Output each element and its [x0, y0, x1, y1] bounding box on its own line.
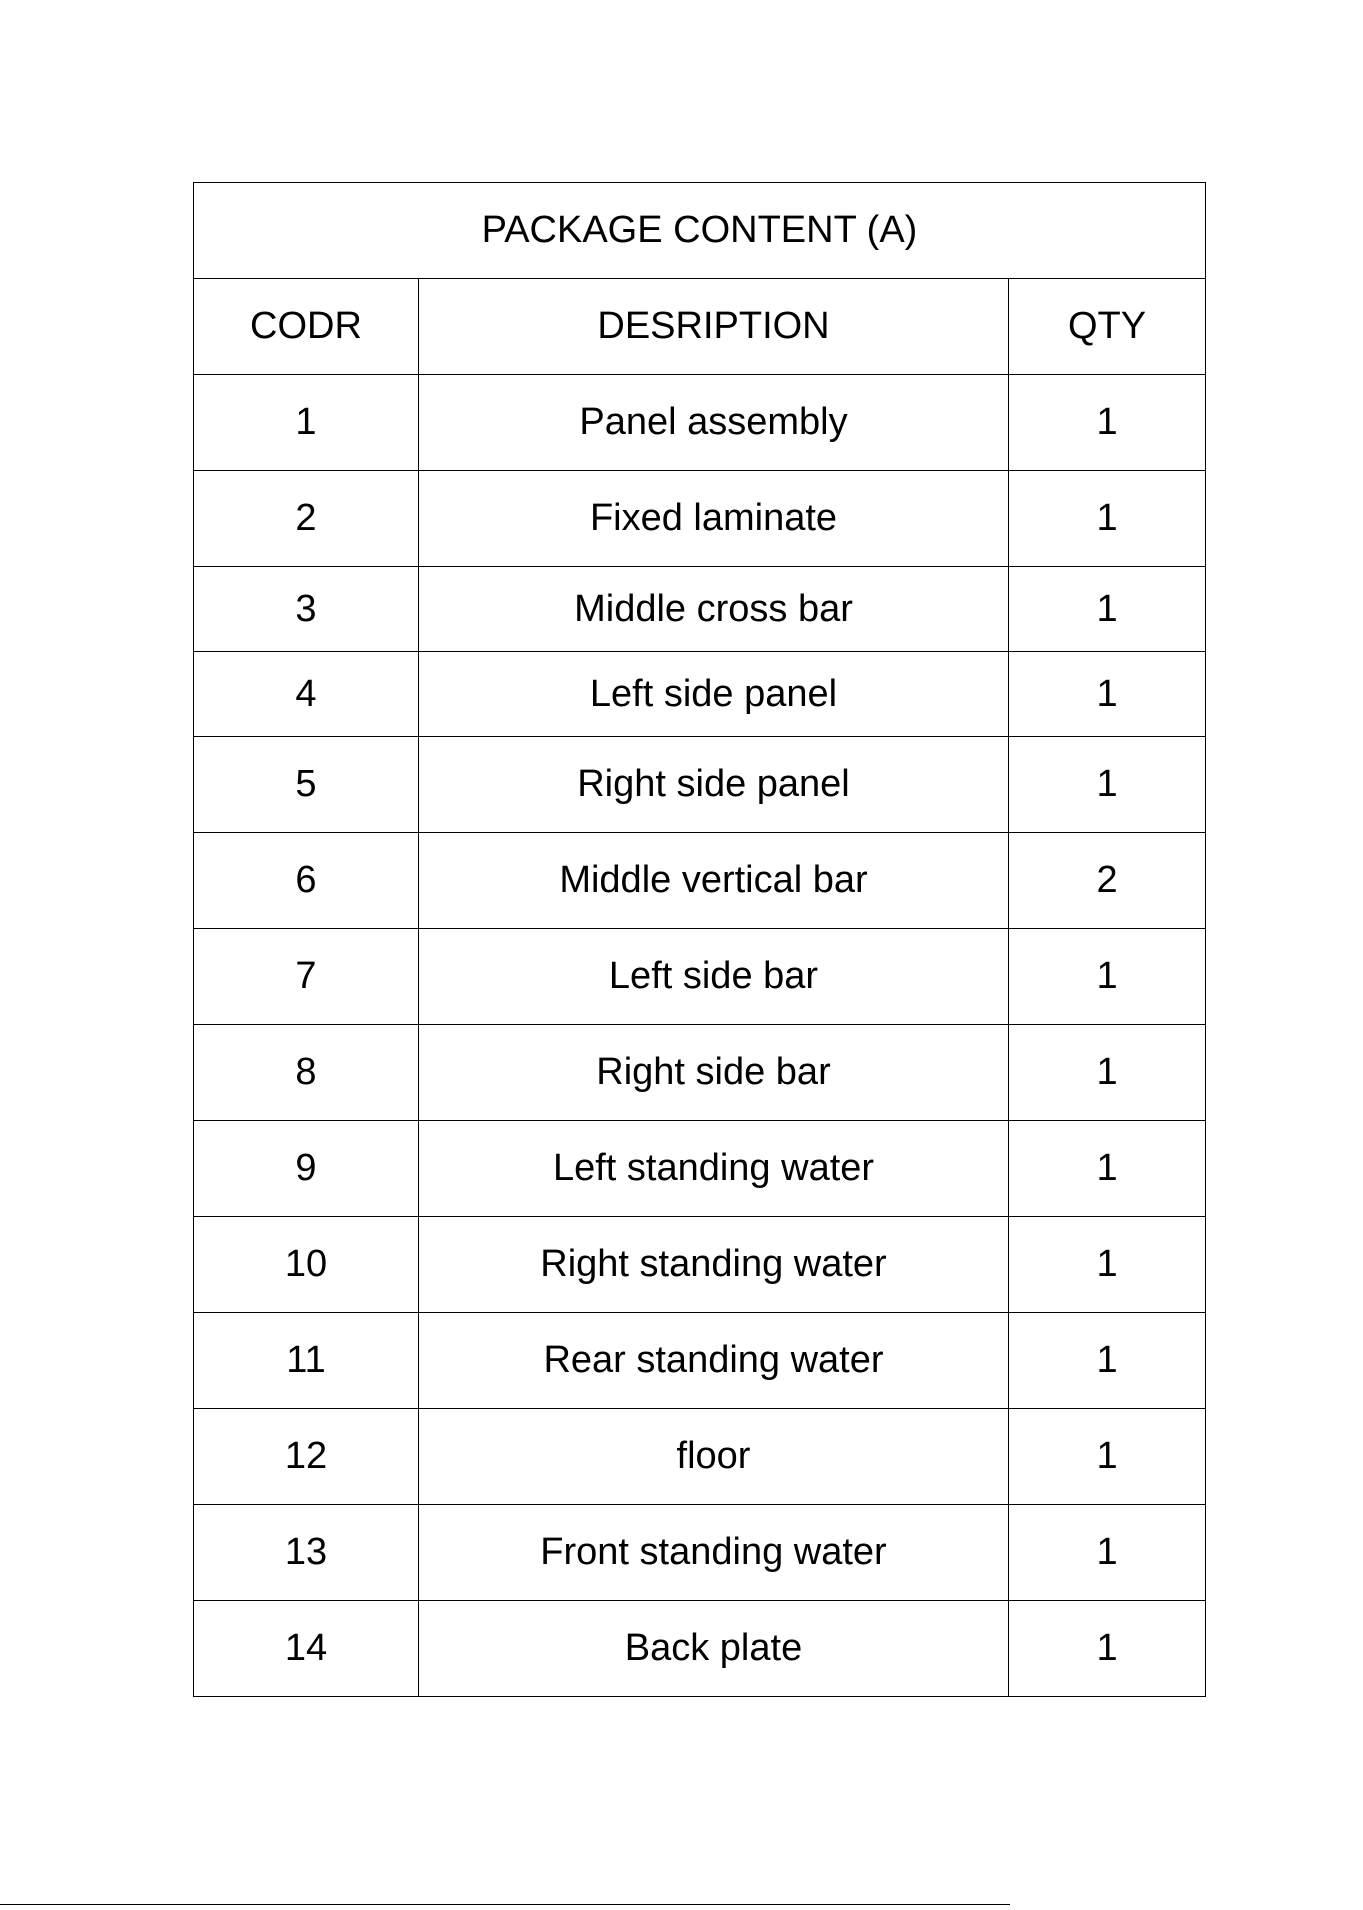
table-row [194, 1217, 1206, 1313]
cell-description: Middle vertical bar [419, 833, 1009, 929]
cell-code: 12 [194, 1409, 419, 1505]
cell-qty: 1 [1009, 737, 1206, 833]
cell-description: Panel assembly [419, 375, 1009, 471]
footer-rule [0, 1904, 1010, 1905]
cell-code: 14 [194, 1601, 419, 1697]
cell-description: Back plate [419, 1601, 1009, 1697]
table-row [194, 567, 1206, 652]
cell-qty: 2 [1009, 833, 1206, 929]
cell-code: 9 [194, 1121, 419, 1217]
table-row [194, 652, 1206, 737]
cell-description: Right standing water [419, 1217, 1009, 1313]
cell-qty: 1 [1009, 1601, 1206, 1697]
table-row [194, 1409, 1206, 1505]
table-row [194, 929, 1206, 1025]
cell-code: 3 [194, 567, 419, 652]
cell-code: 8 [194, 1025, 419, 1121]
table-row [194, 1505, 1206, 1601]
table-row [194, 1025, 1206, 1121]
cell-code: 1 [194, 375, 419, 471]
cell-description: Left side panel [419, 652, 1009, 737]
cell-qty: 1 [1009, 1025, 1206, 1121]
cell-code: 4 [194, 652, 419, 737]
cell-qty: 1 [1009, 471, 1206, 567]
cell-qty: 1 [1009, 652, 1206, 737]
cell-description: Front standing water [419, 1505, 1009, 1601]
cell-code: 5 [194, 737, 419, 833]
table-body [194, 375, 1206, 1697]
cell-qty: 1 [1009, 1505, 1206, 1601]
cell-qty: 1 [1009, 567, 1206, 652]
table-row [194, 1121, 1206, 1217]
table-row [194, 737, 1206, 833]
table-row [194, 1601, 1206, 1697]
cell-description: Left side bar [419, 929, 1009, 1025]
cell-code: 10 [194, 1217, 419, 1313]
cell-description: Right side bar [419, 1025, 1009, 1121]
cell-description: Rear standing water [419, 1313, 1009, 1409]
cell-code: 11 [194, 1313, 419, 1409]
cell-code: 6 [194, 833, 419, 929]
table-row [194, 471, 1206, 567]
cell-qty: 1 [1009, 1409, 1206, 1505]
package-content-table [193, 182, 1206, 1697]
header-code: CODR [194, 279, 419, 375]
cell-description: Fixed laminate [419, 471, 1009, 567]
table-row [194, 833, 1206, 929]
cell-qty: 1 [1009, 1217, 1206, 1313]
cell-qty: 1 [1009, 1121, 1206, 1217]
cell-code: 2 [194, 471, 419, 567]
table-row [194, 1313, 1206, 1409]
cell-description: Left standing water [419, 1121, 1009, 1217]
cell-code: 7 [194, 929, 419, 1025]
header-description: DESRIPTION [419, 279, 1009, 375]
table-row [194, 375, 1206, 471]
cell-qty: 1 [1009, 929, 1206, 1025]
cell-description: floor [419, 1409, 1009, 1505]
cell-description: Middle cross bar [419, 567, 1009, 652]
header-qty: QTY [1009, 279, 1206, 375]
cell-description: Right side panel [419, 737, 1009, 833]
cell-qty: 1 [1009, 1313, 1206, 1409]
cell-qty: 1 [1009, 375, 1206, 471]
cell-code: 13 [194, 1505, 419, 1601]
table-title: PACKAGE CONTENT (A) [194, 183, 1206, 279]
